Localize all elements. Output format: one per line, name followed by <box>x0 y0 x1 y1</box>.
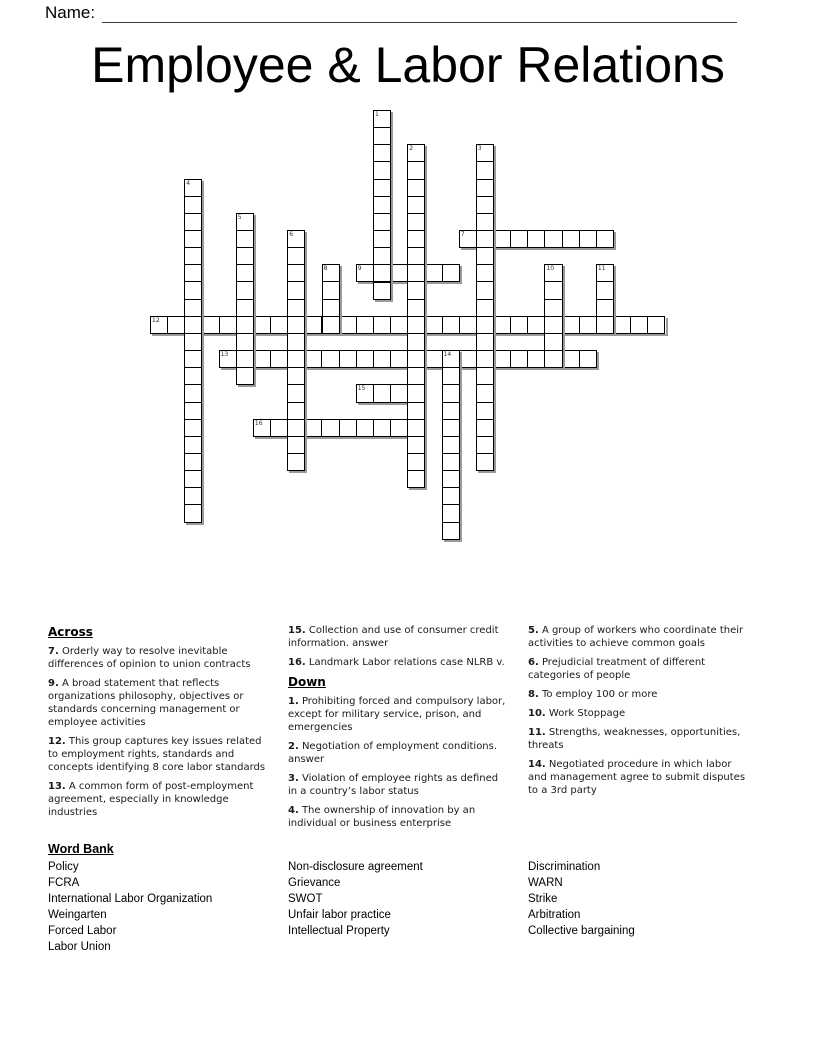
crossword-cell <box>493 350 511 368</box>
clue-number: 8. <box>528 689 539 700</box>
crossword-cell <box>184 316 202 334</box>
crossword-cell <box>373 179 391 197</box>
word-4-down <box>184 179 202 523</box>
crossword-cell <box>184 230 202 248</box>
word-bank-item: Weingarten <box>48 909 107 921</box>
crossword-cell <box>373 213 391 231</box>
clue-number: 7. <box>48 646 59 657</box>
crossword-cell <box>476 247 494 265</box>
crossword-cell <box>579 350 597 368</box>
crossword-cell <box>322 299 340 317</box>
clue-column-1 <box>48 624 286 825</box>
word-bank-item: WARN <box>528 877 563 889</box>
grid-number-label: 7 <box>460 231 465 239</box>
crossword-cell <box>236 333 254 351</box>
crossword-cell <box>442 453 460 471</box>
crossword-cell <box>442 367 460 385</box>
crossword-cell <box>373 419 391 437</box>
crossword-cell <box>407 470 425 488</box>
word-2-down <box>407 144 425 488</box>
crossword-cell <box>184 196 202 214</box>
clue-number: 9. <box>48 678 59 689</box>
crossword-cell <box>287 402 305 420</box>
crossword-cell <box>442 316 460 334</box>
crossword-cell <box>424 264 442 282</box>
clue-15: 15. Collection and use of consumer credit information. answer <box>288 625 499 649</box>
name-row <box>45 2 737 23</box>
crossword-cell <box>339 350 357 368</box>
clue-number: 5. <box>528 625 539 636</box>
crossword-cell <box>356 350 374 368</box>
clue-2: 2. Negotiation of employment conditions. answer <box>288 741 498 765</box>
word-11-down <box>596 264 614 334</box>
crossword-cell <box>596 230 614 248</box>
crossword-cell <box>270 350 288 368</box>
crossword-cell <box>562 350 580 368</box>
word-bank-item: Unfair labor practice <box>288 909 391 921</box>
crossword-cell <box>493 230 511 248</box>
crossword-cell <box>407 436 425 454</box>
crossword-cell <box>236 281 254 299</box>
crossword-cell <box>544 316 562 334</box>
crossword-cell <box>476 367 494 385</box>
crossword-cell <box>407 247 425 265</box>
crossword-cell <box>270 419 288 437</box>
crossword-cell <box>304 419 322 437</box>
crossword-cell <box>579 230 597 248</box>
clue-10: 10. Work Stoppage <box>528 708 626 719</box>
word-5-down <box>236 213 254 386</box>
crossword-cell <box>373 230 391 248</box>
word-bank-item: Strike <box>528 893 558 905</box>
crossword-cell <box>544 281 562 299</box>
crossword-cell <box>424 350 442 368</box>
crossword-cell <box>476 316 494 334</box>
word-bank-column-3 <box>528 859 766 939</box>
crossword-cell <box>253 350 271 368</box>
clue-11: 11. Strengths, weaknesses, opportunities, threats <box>528 727 741 751</box>
grid-number-label: 8 <box>323 265 328 273</box>
crossword-cell <box>527 230 545 248</box>
clue-12: 12. This group captures key issues related to employment rights, standards and concepts identifying 8 core labor standards <box>48 736 266 773</box>
crossword-cell <box>476 419 494 437</box>
crossword-cell <box>287 419 305 437</box>
name-blank-line <box>102 2 737 23</box>
crossword-cell <box>442 470 460 488</box>
crossword-cell <box>476 230 494 248</box>
clue-4: 4. The ownership of innovation by an individual or business enterprise <box>288 805 476 829</box>
crossword-cell <box>322 316 340 334</box>
grid-number-label: 9 <box>357 265 362 273</box>
crossword-cell <box>287 333 305 351</box>
crossword-cell <box>184 436 202 454</box>
crossword-cell <box>236 247 254 265</box>
crossword-grid <box>150 110 670 544</box>
word-bank-item: Collective bargaining <box>528 925 635 937</box>
crossword-cell <box>407 264 425 282</box>
crossword-cell <box>442 384 460 402</box>
clue-1: 1. Prohibiting forced and compulsory labor, except for military service, prison, and emergencies <box>288 696 506 733</box>
crossword-cell <box>373 247 391 265</box>
crossword-cell <box>407 230 425 248</box>
word-bank-item: Discrimination <box>528 861 601 873</box>
crossword-cell <box>219 316 237 334</box>
clue-6: 6. Prejudicial treatment of different categories of people <box>528 657 706 681</box>
crossword-cell <box>596 281 614 299</box>
word-16-across <box>253 419 426 437</box>
page-title: Employee & Labor Relations <box>91 37 725 93</box>
crossword-cell <box>287 247 305 265</box>
crossword-cell <box>287 299 305 317</box>
crossword-cell <box>373 144 391 162</box>
crossword-cell <box>544 230 562 248</box>
crossword-cell <box>184 333 202 351</box>
crossword-cell <box>287 436 305 454</box>
grid-number-label: 1 <box>374 111 379 118</box>
crossword-cell <box>356 419 374 437</box>
clue-14: 14. Negotiated procedure in which labor and management agree to submit disputes to a 3rd party <box>528 759 746 796</box>
clue-number: 10. <box>528 708 546 719</box>
clue-5: 5. A group of workers who coordinate their activities to achieve common goals <box>528 625 744 649</box>
crossword-cell <box>373 282 391 300</box>
clue-number: 3. <box>288 773 299 784</box>
clue-3: 3. Violation of employee rights as defined in a country’s labor status <box>288 773 499 797</box>
crossword-cell <box>459 316 477 334</box>
grid-number-label: 12 <box>152 316 160 324</box>
word-14-down <box>442 350 460 540</box>
crossword-cell <box>510 230 528 248</box>
word-bank-item: SWOT <box>288 893 323 905</box>
crossword-cell <box>390 350 408 368</box>
crossword-cell <box>562 230 580 248</box>
crossword-cell <box>236 264 254 282</box>
crossword-cell <box>476 161 494 179</box>
crossword-cell <box>407 281 425 299</box>
crossword-cell <box>236 367 254 385</box>
crossword-cell <box>356 316 374 334</box>
crossword-cell <box>373 196 391 214</box>
crossword-cell <box>390 264 408 282</box>
crossword-cell <box>476 333 494 351</box>
down-header: Down <box>288 675 326 689</box>
word-bank-header: Word Bank <box>48 842 114 856</box>
grid-number-label: 11 <box>597 265 606 273</box>
word-6-down <box>287 230 305 471</box>
crossword-cell <box>390 316 408 334</box>
clue-number: 11. <box>528 727 546 738</box>
crossword-cell <box>373 264 391 282</box>
crossword-cell <box>184 487 202 505</box>
crossword-cell <box>596 316 614 334</box>
clue-number: 14. <box>528 759 546 770</box>
crossword-cell <box>476 264 494 282</box>
crossword-cell <box>527 350 545 368</box>
clue-9: 9. A broad statement that reflects organizations philosophy, objectives or standards concerning management or employee activities <box>48 678 244 728</box>
crossword-cell <box>407 384 425 402</box>
crossword-cell <box>407 453 425 471</box>
crossword-cell <box>476 436 494 454</box>
crossword-cell <box>407 179 425 197</box>
clue-16: 16. Landmark Labor relations case NLRB v. <box>288 657 505 668</box>
crossword-cell <box>407 419 425 437</box>
crossword-cell <box>287 281 305 299</box>
crossword-cell <box>339 316 357 334</box>
crossword-cell <box>287 453 305 471</box>
crossword-cell <box>184 299 202 317</box>
clue-7: 7. Orderly way to resolve inevitable differences of opinion to union contracts <box>48 646 251 670</box>
crossword-cell <box>476 299 494 317</box>
word-bank-item: Labor Union <box>48 941 111 953</box>
crossword-cell <box>527 316 545 334</box>
crossword-cell <box>442 487 460 505</box>
grid-number-label: 10 <box>546 265 555 273</box>
grid-number-label: 16 <box>254 419 263 427</box>
crossword-cell <box>476 281 494 299</box>
crossword-cell <box>442 419 460 437</box>
crossword-cell <box>459 350 477 368</box>
crossword-cell <box>493 316 511 334</box>
crossword-cell <box>184 402 202 420</box>
clue-number: 13. <box>48 781 66 792</box>
crossword-cell <box>184 470 202 488</box>
crossword-cell <box>270 316 288 334</box>
crossword-cell <box>407 213 425 231</box>
crossword-cell <box>184 453 202 471</box>
crossword-cell <box>339 419 357 437</box>
crossword-cell <box>562 316 580 334</box>
crossword-cell <box>184 367 202 385</box>
crossword-cell <box>407 367 425 385</box>
crossword-cell <box>476 384 494 402</box>
clue-number: 15. <box>288 625 306 636</box>
crossword-cell <box>287 367 305 385</box>
crossword-cell <box>373 161 391 179</box>
crossword-cell <box>287 384 305 402</box>
clue-13: 13. A common form of post-employment agreement, especially in knowledge industries <box>48 781 254 818</box>
word-bank-item: Non-disclosure agreement <box>288 861 423 873</box>
clue-number: 1. <box>288 696 299 707</box>
crossword-cell <box>373 127 391 145</box>
clue-number: 4. <box>288 805 299 816</box>
clue-number: 16. <box>288 657 306 668</box>
crossword-cell <box>184 264 202 282</box>
crossword-cell <box>613 316 631 334</box>
crossword-cell <box>579 316 597 334</box>
crossword-cell <box>373 350 391 368</box>
crossword-cell <box>407 350 425 368</box>
crossword-cell <box>373 316 391 334</box>
clue-8: 8. To employ 100 or more <box>528 689 658 700</box>
crossword-cell <box>236 350 254 368</box>
crossword-cell <box>630 316 648 334</box>
crossword-cell <box>544 350 562 368</box>
grid-number-label: 2 <box>409 145 414 153</box>
clue-column-3 <box>528 624 766 803</box>
crossword-cell <box>544 333 562 351</box>
crossword-cell <box>476 350 494 368</box>
grid-number-label: 6 <box>289 231 294 239</box>
grid-number-label: 5 <box>237 213 242 221</box>
crossword-cell <box>167 316 185 334</box>
clue-number: 2. <box>288 741 299 752</box>
word-bank-item: FCRA <box>48 877 80 889</box>
word-bank-section <box>0 842 816 953</box>
crossword-cell <box>321 419 339 437</box>
crossword-cell <box>647 316 665 334</box>
crossword-cell <box>287 316 305 334</box>
clue-number: 6. <box>528 657 539 668</box>
crossword-cell <box>184 384 202 402</box>
crossword-cell <box>544 299 562 317</box>
crossword-cell <box>424 316 442 334</box>
clue-number: 12. <box>48 736 66 747</box>
crossword-cell <box>596 299 614 317</box>
crossword-cell <box>476 402 494 420</box>
word-8-down <box>322 264 340 334</box>
crossword-cell <box>510 316 528 334</box>
word-bank-column-2 <box>288 859 526 939</box>
word-1-down <box>373 110 391 300</box>
crossword-cell <box>390 419 408 437</box>
grid-number-label: 13 <box>220 351 229 359</box>
crossword-cell <box>442 504 460 522</box>
crossword-cell <box>407 196 425 214</box>
crossword-cell <box>201 316 219 334</box>
clue-column-2 <box>288 624 526 836</box>
crossword-cell <box>476 453 494 471</box>
crossword-cell <box>442 264 460 282</box>
crossword-cell <box>236 230 254 248</box>
crossword-cell <box>321 350 339 368</box>
crossword-cell <box>236 299 254 317</box>
crossword-cell <box>407 333 425 351</box>
crossword-cell <box>442 522 460 540</box>
grid-number-label: 14 <box>443 351 452 359</box>
crossword-cell <box>236 316 254 334</box>
crossword-cell <box>184 504 202 522</box>
crossword-cell <box>184 281 202 299</box>
crossword-cell <box>407 161 425 179</box>
word-bank-item: Policy <box>48 861 79 873</box>
crossword-cell <box>287 264 305 282</box>
crossword-cell <box>253 316 271 334</box>
crossword-cell <box>322 281 340 299</box>
crossword-cell <box>510 350 528 368</box>
word-bank-item: Forced Labor <box>48 925 117 937</box>
crossword-cell <box>407 316 425 334</box>
name-label: Name: <box>45 3 96 22</box>
crossword-cell <box>407 299 425 317</box>
grid-number-label: 4 <box>186 179 191 187</box>
word-10-down <box>544 264 562 368</box>
crossword-cell <box>476 213 494 231</box>
crossword-cell <box>442 436 460 454</box>
word-bank-column-1 <box>48 859 286 955</box>
crossword-cell <box>373 384 391 402</box>
crossword-cell <box>476 196 494 214</box>
crossword-cell <box>184 350 202 368</box>
crossword-cell <box>442 402 460 420</box>
grid-number-label: 15 <box>357 385 366 393</box>
word-bank-item: Arbitration <box>528 909 581 921</box>
across-header: Across <box>48 625 93 639</box>
word-bank-item: Intellectual Property <box>288 925 390 937</box>
crossword-cell <box>184 419 202 437</box>
crossword-cell <box>407 402 425 420</box>
crossword-cell <box>304 316 322 334</box>
word-bank-item: Grievance <box>288 877 341 889</box>
crossword-cell <box>476 179 494 197</box>
crossword-cell <box>184 213 202 231</box>
word-bank-item: International Labor Organization <box>48 893 213 905</box>
crossword-cell <box>304 350 322 368</box>
crossword-cell <box>184 247 202 265</box>
crossword-cell <box>287 350 305 368</box>
crossword-cell <box>390 384 408 402</box>
word-3-down <box>476 144 494 471</box>
grid-number-label: 3 <box>477 145 482 153</box>
